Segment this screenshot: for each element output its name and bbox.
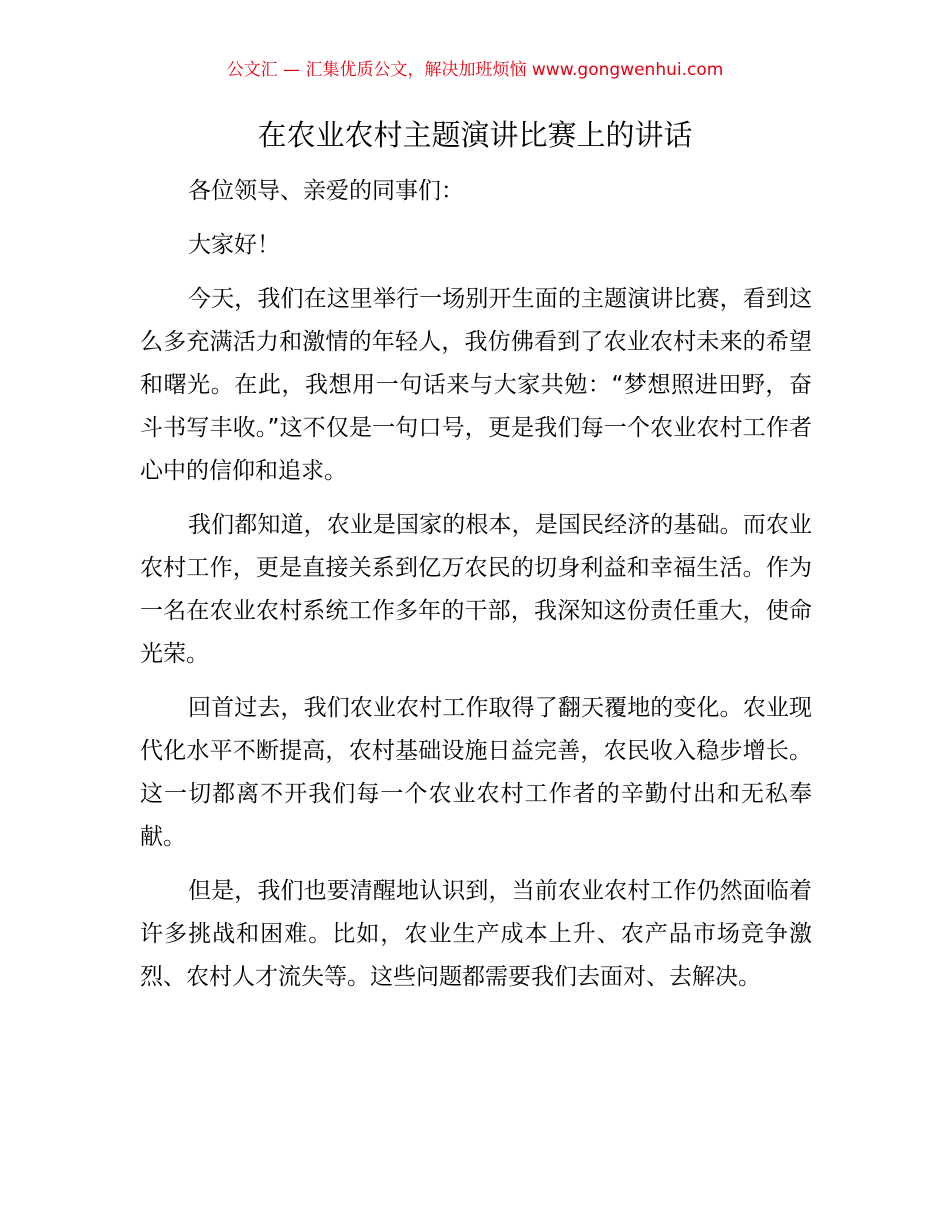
body-paragraph: 我们都知道，农业是国家的根本，是国民经济的基础。而农业农村工作，更是直接关系到亿万农民的切身利益和幸福生活。作为一名在农业农村系统工作多年的干部，我深知这份责任重大，使命光荣。: [140, 512, 812, 667]
salutation: 各位领导、亲爱的同事们：: [188, 178, 464, 204]
body-paragraph: 回首过去，我们农业农村工作取得了翻天覆地的变化。农业现代化水平不断提高，农村基础设施日益完善，农民收入稳步增长。这一切都离不开我们每一个农业农村工作者的辛勤付出和无私奉献。: [140, 695, 812, 850]
greeting: 大家好！: [188, 232, 280, 258]
body-paragraph: 今天，我们在这里举行一场别开生面的主题演讲比赛，看到这么多充满活力和激情的年轻人，我仿佛看到了农业农村未来的希望和曙光。在此，我想用一句话来与大家共勉：“梦想照进田野，奋斗书写丰收。”这不仅是一句口号，更是我们每一个农业农村工作者心中的信仰和追求。: [140, 286, 812, 484]
document-body: [140, 170, 812, 1010]
body-paragraph: 但是，我们也要清醒地认识到，当前农业农村工作仍然面临着许多挑战和困难。比如，农业生产成本上升、农产品市场竞争激烈、农村人才流失等。这些问题都需要我们去面对、去解决。: [140, 878, 812, 990]
header-banner: 公文汇 — 汇集优质公文，解决加班烦恼 www.gongwenhui.com: [226, 60, 724, 80]
document-title: 在农业农村主题演讲比赛上的讲话: [257, 118, 693, 152]
